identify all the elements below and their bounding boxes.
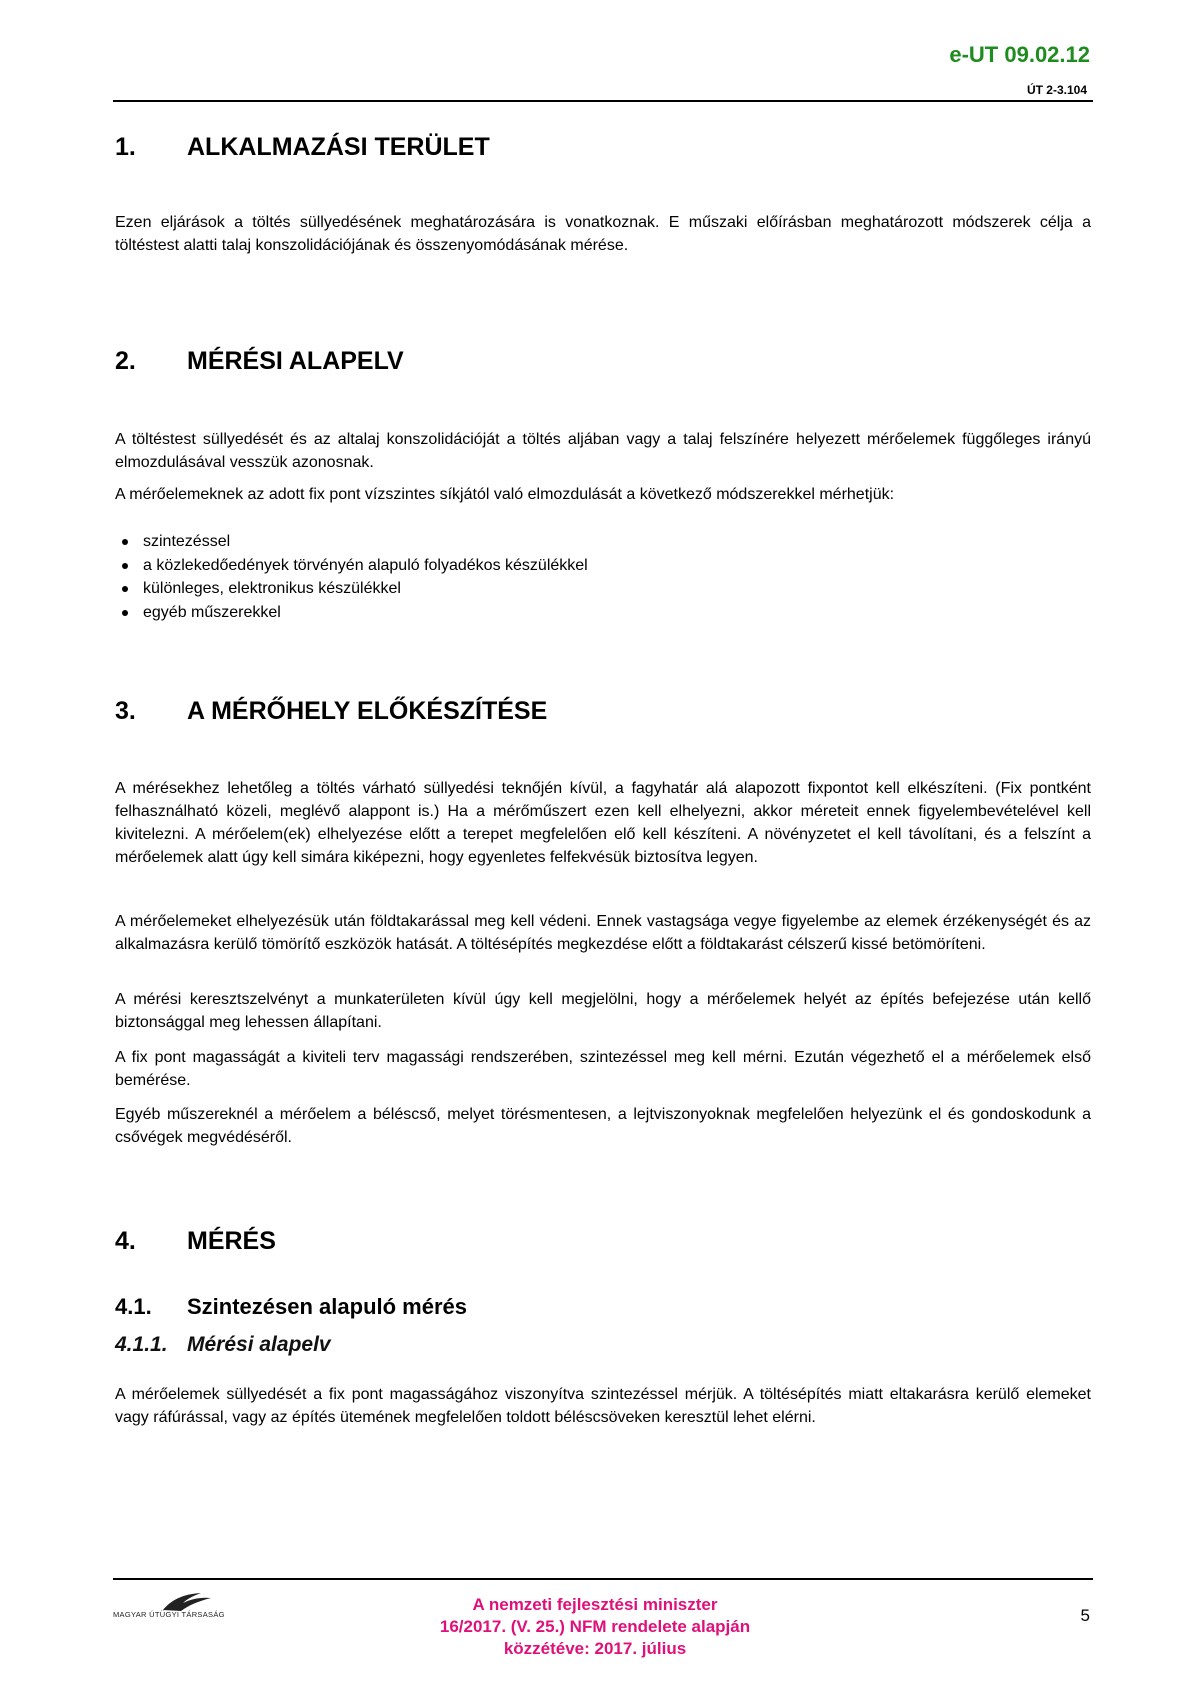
footer-line: 16/2017. (V. 25.) NFM rendelete alapján xyxy=(439,1617,751,1636)
logo-text: MAGYAR ÚTÜGYI TÁRSASÁG xyxy=(113,1610,225,1619)
bird-logo-icon xyxy=(113,1590,273,1612)
list-item: egyéb műszerekkel xyxy=(115,601,588,625)
section-1-heading xyxy=(115,133,490,162)
section-4-heading xyxy=(115,1227,276,1256)
page-number: 5 xyxy=(1080,1606,1090,1625)
paragraph: A mérőelemeket elhelyezésük után földtakarással meg kell védeni. Ennek vastagsága vegye figyelembe az elemek érzékenységét és az alkalmazásra kerülő tömörítő eszközök hatását. A töltésépítés megkezdése előtt a földtakarást célszerű kissé betömöríteni. xyxy=(115,913,1091,953)
header-rule xyxy=(113,100,1093,102)
subsection-title: Mérési alapelv xyxy=(187,1333,331,1356)
subsection-4-1-heading xyxy=(115,1294,467,1320)
paragraph: A mérőelemeknek az adott fix pont vízszintes síkjától való elmozdulását a következő módszerekkel mérhetjük: xyxy=(115,486,895,503)
paragraph: A mérésekhez lehetőleg a töltés várható süllyedési teknőjén kívül, a fagyhatár alá alapozott fixpontot kell elkészíteni. (Fix pontként felhasználható közeli, meglévő alappont is.) Ha a mérőműszert ezen kell elhelyezni, akkor méreteit ennek figyelembevételével kell kivitelezni. A mérőelem(ek) elhelyezése előtt a terepet megfelelően elő kell készíteni. A növényzetet el kell távolítani, és a felszínt a mérőelemek alatt úgy kell simára kiképezni, hogy egyenletes felfekvésük biztosítva legyen. xyxy=(115,780,1091,866)
section-title: MÉRÉS xyxy=(187,1227,276,1255)
paragraph: A fix pont magasságát a kiviteli terv magassági rendszerében, szintezéssel meg kell mérni. Ezután végezhető el a mérőelemek első bemérése. xyxy=(115,1049,1091,1089)
list-item: szintezéssel xyxy=(115,530,588,554)
footer-line: közzétéve: 2017. július xyxy=(503,1639,687,1658)
section-number: 4. xyxy=(115,1227,136,1255)
section-number: 2. xyxy=(115,347,136,375)
section-2-heading xyxy=(115,347,404,376)
section-number: 3. xyxy=(115,697,136,725)
footer-publication-note xyxy=(355,1594,835,1660)
standard-code: ÚT 2-3.104 xyxy=(1026,83,1087,97)
subsection-number: 4.1. xyxy=(115,1294,152,1319)
paragraph: A mérőelemek süllyedését a fix pont magasságához viszonyítva szintezéssel mérjük. A töltésépítés miatt eltakarásra kerülő elemeket vagy ráfúrással, vagy az építés ütemének megfelelően toldott béléscsöveken keresztül lehet elérni. xyxy=(115,1386,1091,1426)
paragraph: Egyéb műszereknél a mérőelem a béléscső, melyet törésmentesen, a lejtviszonyoknak megfelelően helyezünk el és gondoskodunk a csővégek megvédéséről. xyxy=(115,1106,1091,1146)
paragraph: A mérési keresztszelvényt a munkaterületen kívül úgy kell megjelölni, hogy a mérőelemek helyét az építés befejezése után kellő biztonsággal meg lehessen állapítani. xyxy=(115,991,1091,1031)
method-list xyxy=(115,530,588,624)
list-item: különleges, elektronikus készülékkel xyxy=(115,577,588,601)
subsection-4-1-1-heading xyxy=(115,1333,331,1357)
footer-rule xyxy=(113,1578,1093,1580)
subsection-title: Szintezésen alapuló mérés xyxy=(187,1294,467,1319)
section-title: A MÉRŐHELY ELŐKÉSZÍTÉSE xyxy=(187,697,548,725)
list-item: a közlekedőedények törvényén alapuló folyadékos készülékkel xyxy=(115,554,588,578)
paragraph: A töltéstest süllyedését és az altalaj konszolidációját a töltés aljában vagy a talaj felszínére helyezett mérőelemek függőleges irányú elmozdulásával vesszük azonosnak. xyxy=(115,431,1091,471)
section-title: MÉRÉSI ALAPELV xyxy=(187,347,404,375)
subsection-number: 4.1.1. xyxy=(115,1333,168,1356)
document-code: e-UT 09.02.12 xyxy=(949,42,1090,67)
section-3-heading xyxy=(115,697,547,726)
paragraph: Ezen eljárások a töltés süllyedésének meghatározására is vonatkoznak. E műszaki előírásban meghatározott módszerek célja a töltéstest alatti talaj konszolidációjának és összenyomódásának mérése. xyxy=(115,214,1091,254)
section-number: 1. xyxy=(115,133,136,161)
footer-line: A nemzeti fejlesztési miniszter xyxy=(472,1595,718,1614)
section-title: ALKALMAZÁSI TERÜLET xyxy=(187,133,490,161)
publisher-logo xyxy=(113,1590,273,1626)
